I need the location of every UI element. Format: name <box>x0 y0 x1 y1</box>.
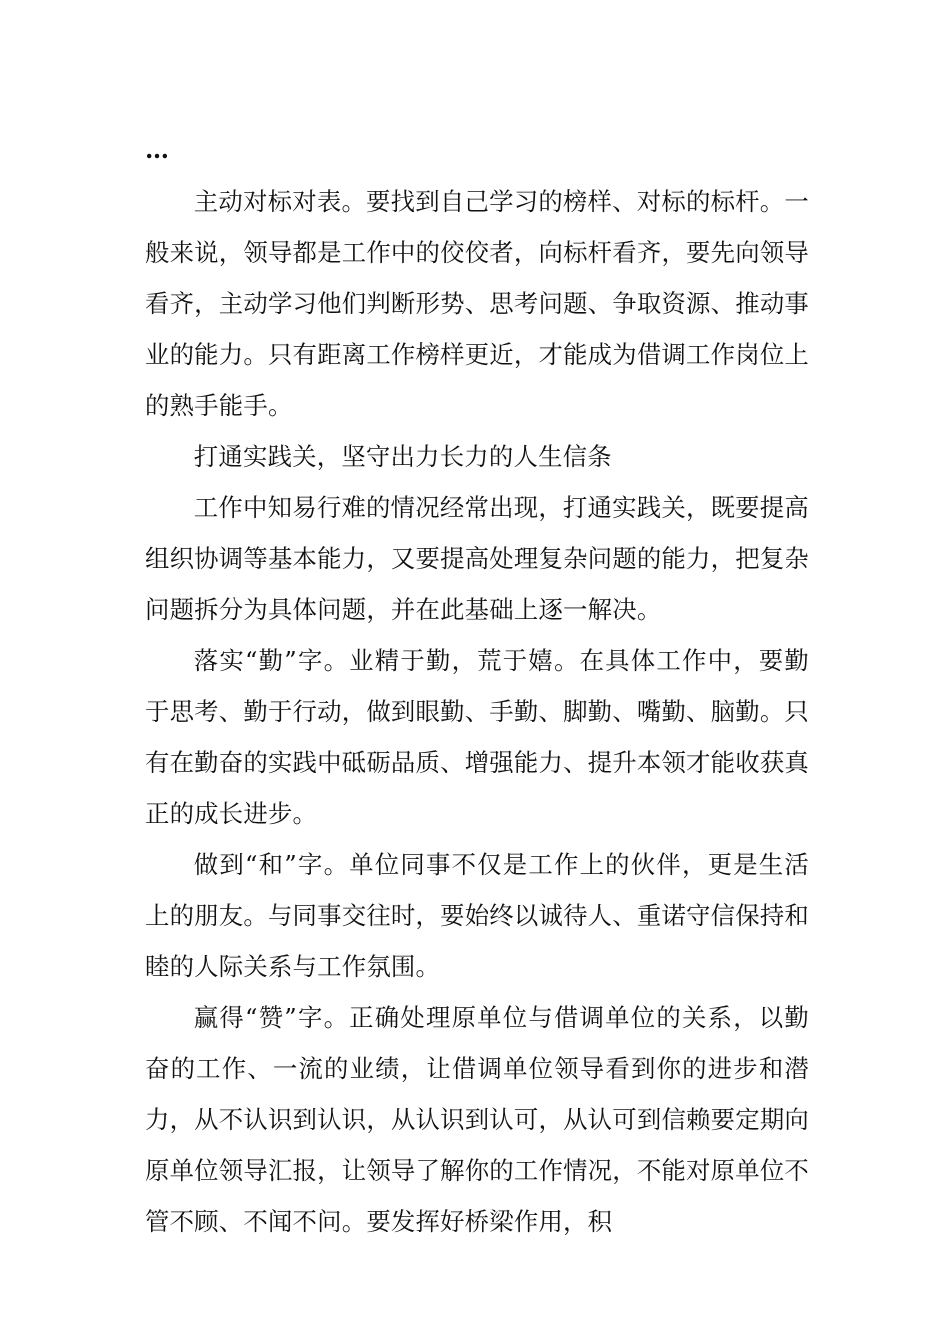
paragraph-diligence: 落实“勤”字。业精于勤，荒于嬉。在具体工作中，要勤于思考、勤于行动，做到眼勤、手勤、脚勤、嘴勤、脑勤。只有在勤奋的实践中砥砺品质、增强能力、提升本领才能收获真正的成长进步。 <box>145 646 809 828</box>
section-heading-practice: 打通实践关，坚守出力长力的人生信条 <box>193 442 612 471</box>
paragraph-practice-intro: 工作中知易行难的情况经常出现，打通实践关，既要提高组织协调等基本能力，又要提高处理复杂问题的能力，把复杂问题拆分为具体问题，并在此基础上逐一解决。 <box>145 493 809 624</box>
paragraph-praise: 赢得“赞”字。正确处理原单位与借调单位的关系，以勤奋的工作、一流的业绩，让借调单位领导看到你的进步和潜力，从不认识到认识，从认识到认可，从认可到信赖要定期向原单位领导汇报，让领导了解你的工作情况，不能对原单位不管不顾、不闻不问。要发挥好桥梁作用，积 <box>145 1003 809 1236</box>
paragraph-benchmark: 主动对标对表。要找到自己学习的榜样、对标的标杆。一般来说，领导都是工作中的佼佼者，向标杆看齐，要先向领导看齐，主动学习他们判断形势、思考问题、争取资源、推动事业的能力。只有距离工作榜样更近，才能成为借调工作岗位上的熟手能手。 <box>145 187 809 420</box>
paragraph-harmony: 做到“和”字。单位同事不仅是工作上的伙伴，更是生活上的朋友。与同事交往时，要始终以诚待人、重诺守信保持和睦的人际关系与工作氛围。 <box>145 850 809 981</box>
ellipsis-marker: … <box>145 135 170 164</box>
document-body <box>145 124 809 1247</box>
